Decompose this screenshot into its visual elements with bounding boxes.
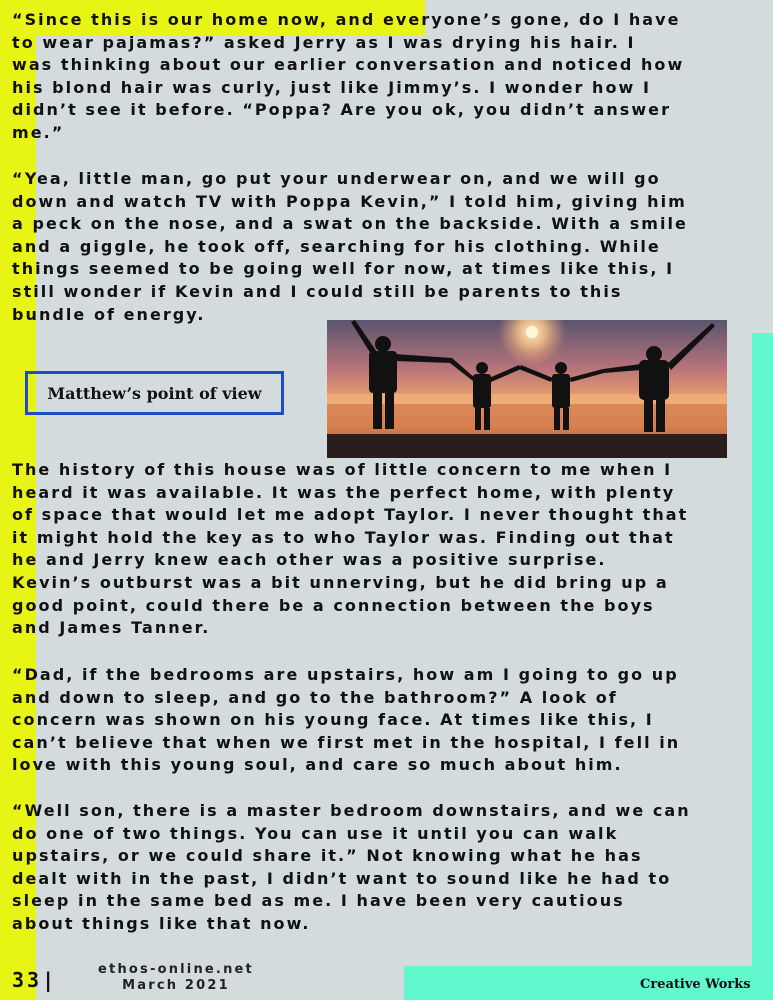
issue-date: March 2021 xyxy=(122,978,230,993)
text-line: “Well son, there is a master bedroom downstairs, and we can xyxy=(12,801,691,820)
site-info xyxy=(86,962,266,994)
text-line: me.” xyxy=(12,122,65,142)
text-line: good point, could there be a connection between the boys xyxy=(12,595,655,615)
text-line: dealt with in the past, I didn’t want to sound like he had to xyxy=(12,868,672,888)
story-paragraph xyxy=(12,459,764,640)
text-line: was thinking about our earlier conversation and noticed how xyxy=(12,55,685,75)
text-line: to wear pajamas?” asked Jerry as I was drying his hair. I xyxy=(12,32,636,52)
text-line: do one of two things. You can use it until you can walk xyxy=(12,823,619,843)
text-line: concern was shown on his young face. At times like this, I xyxy=(12,710,654,730)
text-line: still wonder if Kevin and I could still be parents to this xyxy=(12,281,623,301)
text-line: upstairs, or we could share it.” Not knowing what he has xyxy=(12,846,643,866)
section-heading-box xyxy=(25,371,284,415)
text-line: “Dad, if the bedrooms are upstairs, how am I going to go up xyxy=(12,665,679,684)
text-line: he and Jerry knew each other was a positive surprise. xyxy=(12,550,607,570)
family-silhouette-photo xyxy=(327,320,727,458)
text-line: and down to sleep, and go to the bathroom?” A look of xyxy=(12,687,618,707)
text-line: of space that would let me adopt Taylor. I never thought that xyxy=(12,505,689,525)
text-line: Kevin’s outburst was a bit unnerving, but he did bring up a xyxy=(12,572,669,592)
text-line: love with this young soul, and care so much about him. xyxy=(12,755,623,775)
text-line: and James Tanner. xyxy=(12,618,211,638)
text-line: heard it was available. It was the perfect home, with plenty xyxy=(12,482,676,502)
section-heading: Matthew’s point of view xyxy=(47,383,262,403)
section-name: Creative Works xyxy=(640,977,751,992)
story-paragraph xyxy=(12,800,764,936)
text-line: a peck on the nose, and a swat on the backside. With a smile xyxy=(12,214,688,234)
text-line: down and watch TV with Poppa Kevin,” I told him, giving him xyxy=(12,191,687,211)
text-line: can’t believe that when we first met in the hospital, I fell in xyxy=(12,732,681,752)
text-line: sleep in the same bed as me. I have been very cautious xyxy=(12,891,625,911)
story-paragraph xyxy=(12,664,764,777)
text-line: “Since this is our home now, and everyone’s gone, do I have xyxy=(12,10,681,29)
text-line: about things like that now. xyxy=(12,913,311,933)
text-line: and a giggle, he took off, searching for his clothing. While xyxy=(12,236,661,256)
page-number: 33| xyxy=(12,968,58,992)
text-line: things seemed to be going well for now, at times like this, I xyxy=(12,259,675,279)
story-paragraph xyxy=(12,168,764,326)
text-line: bundle of energy. xyxy=(12,304,206,324)
text-line: didn’t see it before. “Poppa? Are you ok, you didn’t answer xyxy=(12,100,672,120)
text-line: The history of this house was of little concern to me when I xyxy=(12,460,673,479)
text-line: “Yea, little man, go put your underwear on, and we will go xyxy=(12,169,661,188)
site-url: ethos-online.net xyxy=(98,962,254,977)
text-line: his blond hair was curly, just like Jimmy’s. I wonder how I xyxy=(12,77,651,97)
story-paragraph xyxy=(12,9,764,145)
text-line: it might hold the key as to who Taylor was. Finding out that xyxy=(12,527,675,547)
